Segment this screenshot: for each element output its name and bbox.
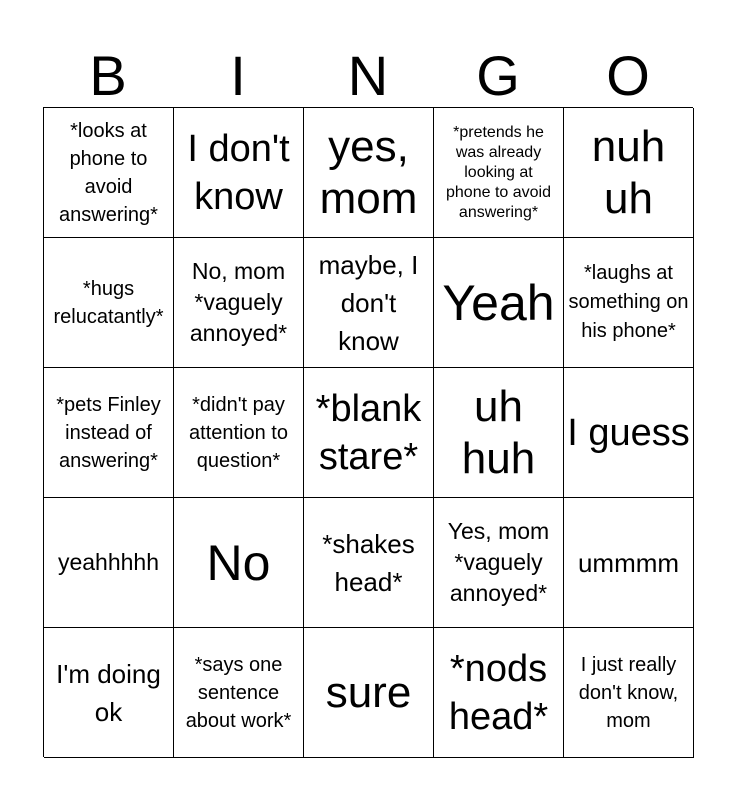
- bingo-cell[interactable]: [44, 498, 174, 628]
- cell-text: yeahhhhh: [57, 549, 160, 575]
- bingo-cell[interactable]: [174, 238, 304, 368]
- bingo-cell[interactable]: [174, 498, 304, 628]
- cell-text: *hugs relucatantly*: [53, 277, 164, 328]
- cell-text: Yeah: [442, 274, 555, 331]
- header-letter-n: N: [347, 44, 389, 107]
- bingo-cell[interactable]: [434, 108, 564, 238]
- bingo-cell[interactable]: [44, 238, 174, 368]
- bingo-cell[interactable]: [44, 108, 174, 238]
- bingo-board: [43, 107, 693, 757]
- cell-text: Yes, mom *vaguely annoyed*: [447, 518, 550, 606]
- bingo-cell[interactable]: [174, 628, 304, 758]
- cell-text: *says one sentence about work*: [185, 653, 292, 732]
- cell-text: uh huh: [461, 381, 536, 483]
- bingo-cell[interactable]: [44, 368, 174, 498]
- bingo-cell[interactable]: [564, 368, 694, 498]
- bingo-cell[interactable]: [434, 498, 564, 628]
- cell-text: No: [206, 534, 271, 591]
- bingo-cell[interactable]: [174, 368, 304, 498]
- cell-text: *blank stare*: [315, 387, 422, 478]
- bingo-cell[interactable]: [564, 628, 694, 758]
- bingo-cell[interactable]: [304, 498, 434, 628]
- bingo-cell[interactable]: [434, 628, 564, 758]
- bingo-cell[interactable]: [564, 108, 694, 238]
- header-letter-b: B: [89, 44, 127, 107]
- cell-text: *shakes head*: [322, 528, 415, 597]
- cell-text: sure: [325, 667, 412, 717]
- header-letter-g: G: [476, 44, 520, 107]
- header-letter-o: O: [606, 44, 650, 107]
- bingo-cell[interactable]: [564, 238, 694, 368]
- cell-text: nuh uh: [591, 121, 666, 223]
- bingo-cell[interactable]: [434, 368, 564, 498]
- cell-text: *pretends he was already looking at phone to avoid answering*: [446, 123, 551, 221]
- cell-text: I guess: [567, 411, 690, 454]
- cell-text: I don't know: [187, 127, 290, 218]
- cell-text: *nods head*: [448, 647, 549, 738]
- bingo-header: [43, 44, 693, 108]
- bingo-cell[interactable]: [434, 238, 564, 368]
- cell-text: I just really don't know, mom: [578, 653, 679, 732]
- bingo-cell[interactable]: [304, 628, 434, 758]
- bingo-cell[interactable]: [304, 368, 434, 498]
- cell-text: maybe, I don't know: [318, 249, 419, 356]
- cell-text: I'm doing ok: [56, 658, 161, 727]
- cell-text: No, mom *vaguely annoyed*: [189, 258, 288, 346]
- cell-text: *looks at phone to avoid answering*: [59, 119, 158, 226]
- bingo-cell[interactable]: [44, 628, 174, 758]
- cell-text: yes, mom: [319, 121, 418, 223]
- cell-text: *laughs at something on his phone*: [568, 262, 689, 342]
- header-letter-i: I: [230, 44, 246, 107]
- cell-text: *pets Finley instead of answering*: [56, 393, 161, 472]
- bingo-cell[interactable]: [564, 498, 694, 628]
- cell-text: *didn't pay attention to question*: [189, 393, 288, 472]
- bingo-cell[interactable]: [304, 238, 434, 368]
- bingo-cell[interactable]: [304, 108, 434, 238]
- bingo-cell[interactable]: [174, 108, 304, 238]
- cell-text: ummmm: [577, 547, 680, 578]
